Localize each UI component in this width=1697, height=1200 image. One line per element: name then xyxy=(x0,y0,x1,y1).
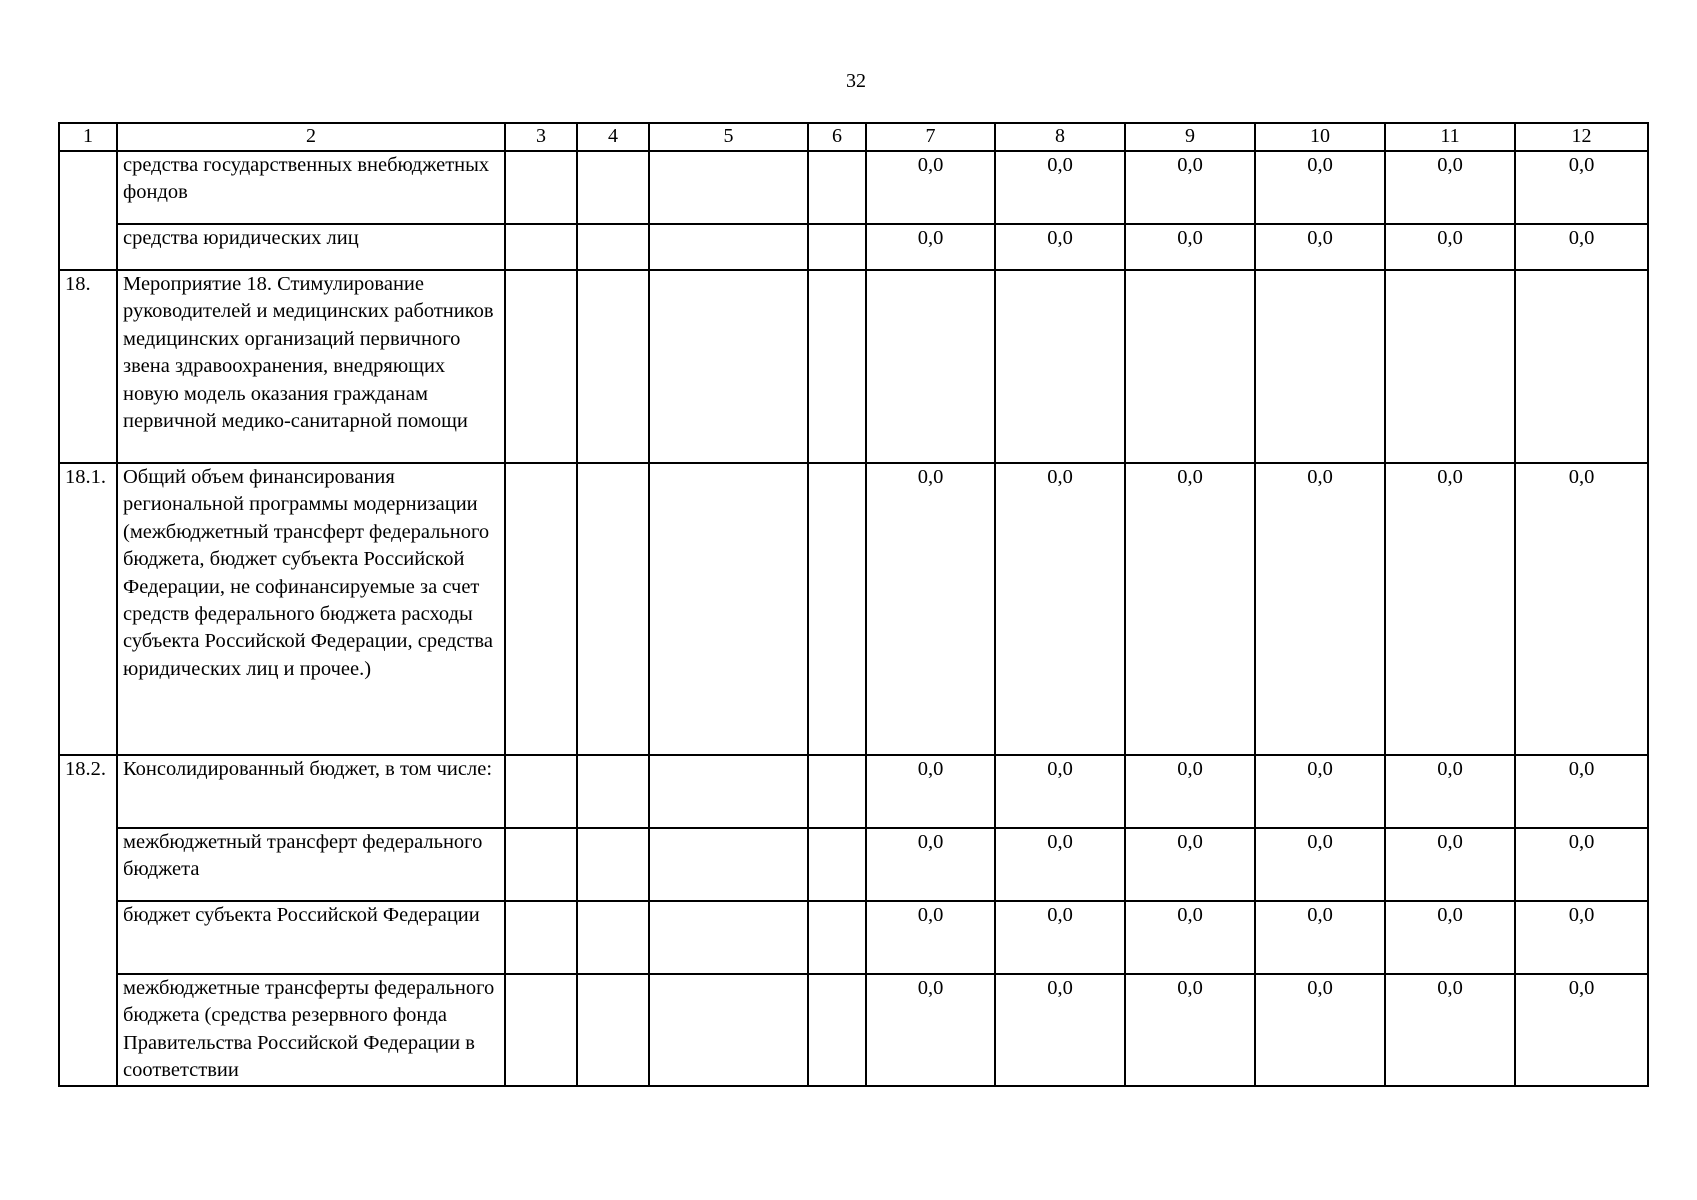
value-cell: 0,0 xyxy=(1255,901,1385,974)
empty-cell xyxy=(649,463,808,755)
value-cell: 0,0 xyxy=(1255,224,1385,270)
empty-cell xyxy=(808,151,866,224)
empty-cell xyxy=(505,224,577,270)
empty-cell xyxy=(649,151,808,224)
empty-cell xyxy=(505,463,577,755)
row-number-cell: 18.2. xyxy=(59,755,117,1086)
row-text-cell: средства юридических лиц xyxy=(117,224,505,270)
header-cell: 11 xyxy=(1385,123,1515,151)
financing-table xyxy=(58,122,1649,1087)
empty-cell xyxy=(577,974,649,1086)
row-number-cell: 18. xyxy=(59,270,117,463)
value-cell: 0,0 xyxy=(995,224,1125,270)
header-cell: 12 xyxy=(1515,123,1648,151)
header-row xyxy=(59,123,1648,151)
empty-cell xyxy=(808,828,866,901)
value-cell: 0,0 xyxy=(1385,828,1515,901)
empty-cell xyxy=(649,270,808,463)
value-cell: 0,0 xyxy=(1125,755,1255,828)
value-cell xyxy=(866,270,995,463)
empty-cell xyxy=(505,270,577,463)
empty-cell xyxy=(808,974,866,1086)
value-cell: 0,0 xyxy=(1515,151,1648,224)
row-text-cell: средства государственных внебюджетных фондов xyxy=(117,151,505,224)
empty-cell xyxy=(577,755,649,828)
value-cell xyxy=(995,270,1125,463)
empty-cell xyxy=(649,974,808,1086)
row-number-cell xyxy=(59,151,117,270)
header-cell: 4 xyxy=(577,123,649,151)
table-row xyxy=(59,151,1648,224)
empty-cell xyxy=(577,901,649,974)
table-row xyxy=(59,270,1648,463)
value-cell: 0,0 xyxy=(1385,463,1515,755)
empty-cell xyxy=(808,270,866,463)
empty-cell xyxy=(577,270,649,463)
header-cell: 9 xyxy=(1125,123,1255,151)
value-cell: 0,0 xyxy=(1515,224,1648,270)
value-cell: 0,0 xyxy=(1515,901,1648,974)
empty-cell xyxy=(505,828,577,901)
value-cell: 0,0 xyxy=(866,224,995,270)
value-cell: 0,0 xyxy=(866,828,995,901)
value-cell: 0,0 xyxy=(1125,974,1255,1086)
value-cell: 0,0 xyxy=(1385,974,1515,1086)
value-cell: 0,0 xyxy=(1385,755,1515,828)
empty-cell xyxy=(577,151,649,224)
empty-cell xyxy=(505,974,577,1086)
value-cell: 0,0 xyxy=(1125,224,1255,270)
row-text-cell: Мероприятие 18. Стимулирование руководителей и медицинских работников медицинских организаций первичного звена здравоохранения, внедряющих новую модель оказания гражданам первичной медико-санитарной помощи xyxy=(117,270,505,463)
page-number: 32 xyxy=(846,70,866,92)
header-cell: 3 xyxy=(505,123,577,151)
value-cell xyxy=(1255,270,1385,463)
table-row xyxy=(59,224,1648,270)
header-cell: 5 xyxy=(649,123,808,151)
row-text-cell: Консолидированный бюджет, в том числе: xyxy=(117,755,505,828)
empty-cell xyxy=(505,901,577,974)
value-cell: 0,0 xyxy=(1255,151,1385,224)
empty-cell xyxy=(577,463,649,755)
value-cell xyxy=(1125,270,1255,463)
header-cell: 1 xyxy=(59,123,117,151)
empty-cell xyxy=(577,828,649,901)
empty-cell xyxy=(649,755,808,828)
value-cell: 0,0 xyxy=(866,755,995,828)
value-cell: 0,0 xyxy=(1515,755,1648,828)
row-text-cell: межбюджетные трансферты федерального бюджета (средства резервного фонда Правительства Российской Федерации в соответствии xyxy=(117,974,505,1086)
row-text-cell: межбюджетный трансферт федерального бюджета xyxy=(117,828,505,901)
value-cell: 0,0 xyxy=(995,463,1125,755)
empty-cell xyxy=(505,755,577,828)
empty-cell xyxy=(808,755,866,828)
header-cell: 7 xyxy=(866,123,995,151)
value-cell: 0,0 xyxy=(866,901,995,974)
empty-cell xyxy=(808,224,866,270)
table-row xyxy=(59,974,1648,1086)
value-cell xyxy=(1515,270,1648,463)
empty-cell xyxy=(808,901,866,974)
value-cell: 0,0 xyxy=(1125,463,1255,755)
value-cell: 0,0 xyxy=(866,463,995,755)
header-cell: 8 xyxy=(995,123,1125,151)
value-cell: 0,0 xyxy=(995,151,1125,224)
empty-cell xyxy=(577,224,649,270)
value-cell: 0,0 xyxy=(1515,974,1648,1086)
value-cell: 0,0 xyxy=(1125,828,1255,901)
header-cell: 6 xyxy=(808,123,866,151)
value-cell: 0,0 xyxy=(1125,151,1255,224)
value-cell: 0,0 xyxy=(1515,463,1648,755)
table-row xyxy=(59,901,1648,974)
table-row xyxy=(59,828,1648,901)
empty-cell xyxy=(649,224,808,270)
value-cell: 0,0 xyxy=(1385,901,1515,974)
table-row xyxy=(59,463,1648,755)
value-cell: 0,0 xyxy=(1255,755,1385,828)
value-cell: 0,0 xyxy=(1385,224,1515,270)
empty-cell xyxy=(808,463,866,755)
header-cell: 10 xyxy=(1255,123,1385,151)
value-cell: 0,0 xyxy=(1255,463,1385,755)
empty-cell xyxy=(649,828,808,901)
value-cell: 0,0 xyxy=(1125,901,1255,974)
value-cell: 0,0 xyxy=(1255,974,1385,1086)
header-cell: 2 xyxy=(117,123,505,151)
value-cell: 0,0 xyxy=(995,755,1125,828)
value-cell: 0,0 xyxy=(1515,828,1648,901)
value-cell: 0,0 xyxy=(995,828,1125,901)
value-cell xyxy=(1385,270,1515,463)
value-cell: 0,0 xyxy=(866,974,995,1086)
value-cell: 0,0 xyxy=(866,151,995,224)
value-cell: 0,0 xyxy=(995,901,1125,974)
value-cell: 0,0 xyxy=(1255,828,1385,901)
empty-cell xyxy=(505,151,577,224)
empty-cell xyxy=(649,901,808,974)
table-row xyxy=(59,755,1648,828)
value-cell: 0,0 xyxy=(1385,151,1515,224)
row-text-cell: Общий объем финансирования региональной программы модернизации (межбюджетный трансферт федерального бюджета, бюджет субъекта Российской Федерации, не софинансируемые за счет средств федерального бюджета расходы субъекта Российской Федерации, средства юридических лиц и прочее.) xyxy=(117,463,505,755)
row-number-cell: 18.1. xyxy=(59,463,117,755)
row-text-cell: бюджет субъекта Российской Федерации xyxy=(117,901,505,974)
value-cell: 0,0 xyxy=(995,974,1125,1086)
